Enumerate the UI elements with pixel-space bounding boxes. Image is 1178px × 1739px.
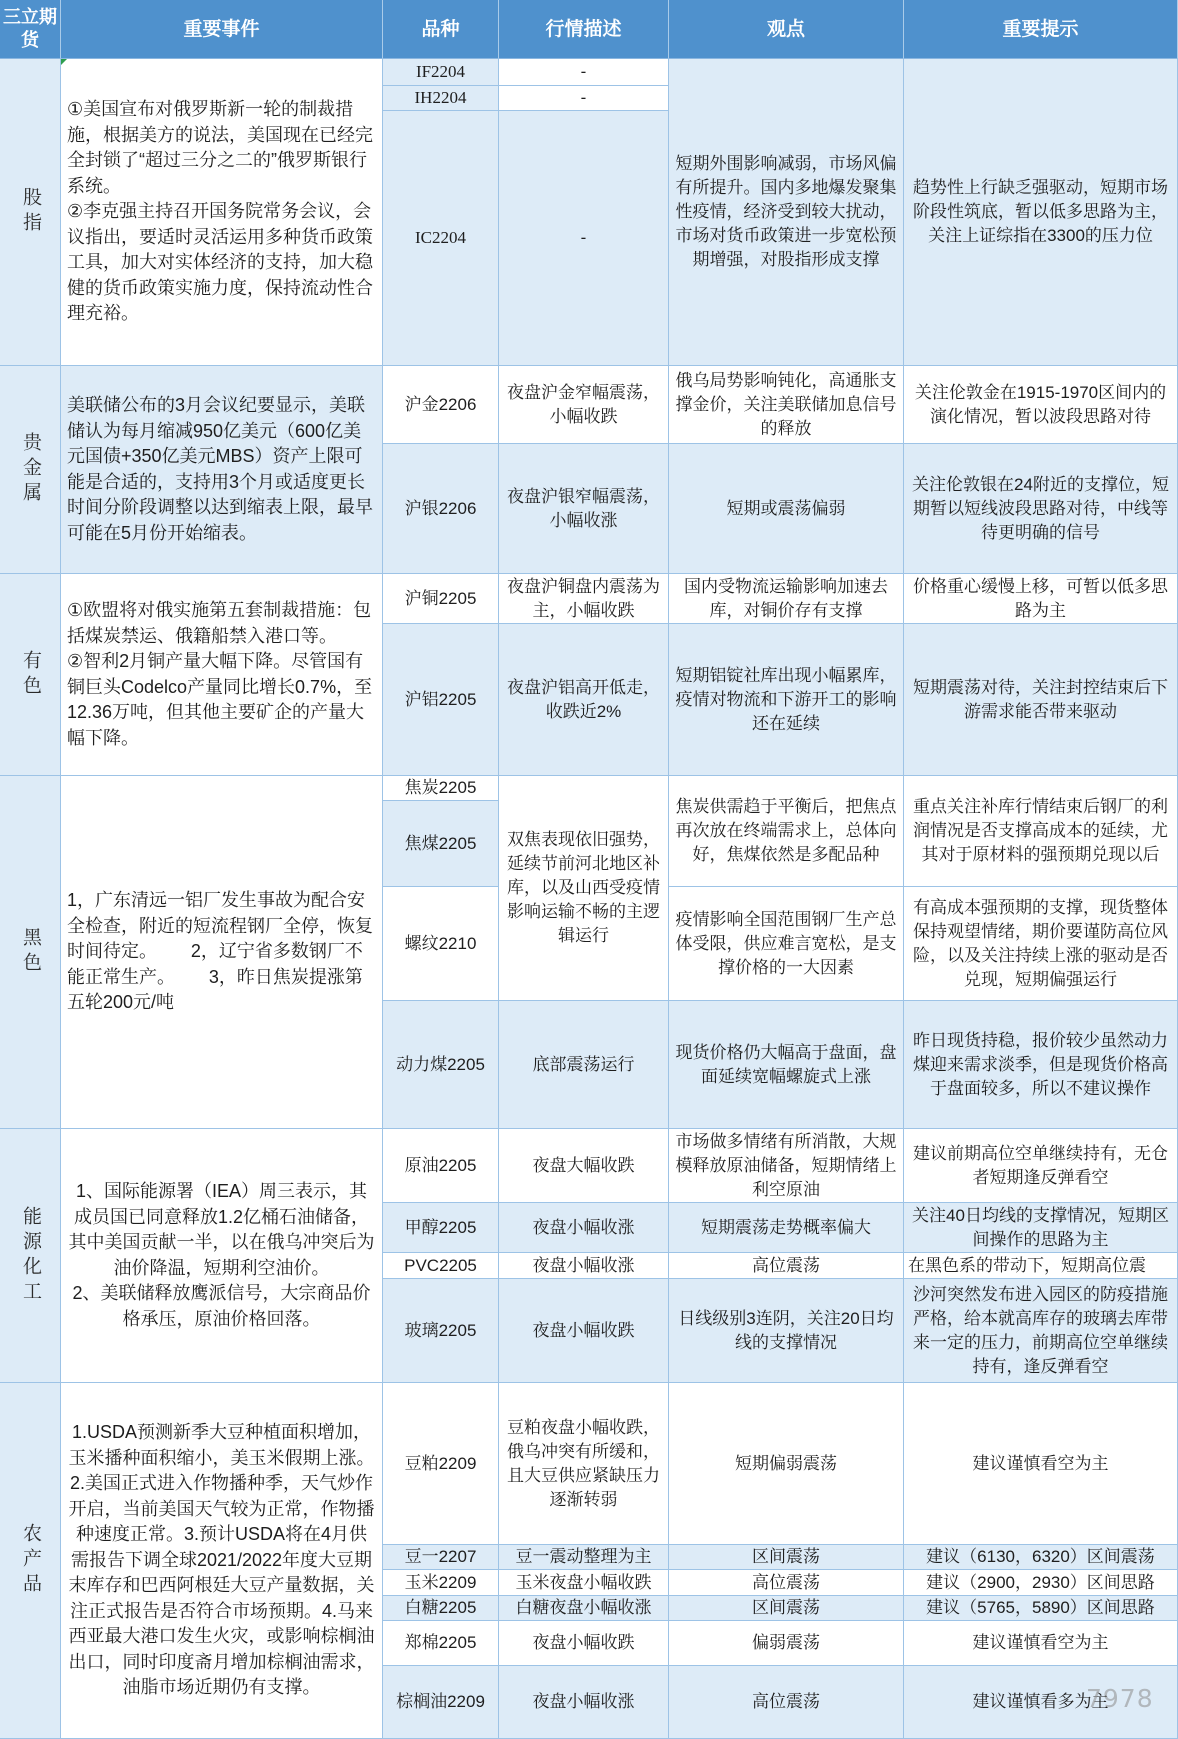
event-item: 1，广东清远一铝厂发生事故为配合安全检查，附近的短流程钢厂全停，恢复时间待定。 xyxy=(67,890,373,962)
market-cell: 夜盘小幅收涨 xyxy=(499,1203,669,1253)
watermark: 7978 xyxy=(1086,1684,1154,1713)
view-cell: 区间震荡 xyxy=(669,1545,904,1570)
market-cell: 夜盘小幅收涨 xyxy=(499,1253,669,1279)
product-cell: 棕榈油2209 xyxy=(383,1666,499,1739)
tips-cell: 建议（6130，6320）区间震荡 xyxy=(904,1545,1178,1570)
tips-cell: 关注40日均线的支撑情况，短期区间操作的思路为主 xyxy=(904,1203,1178,1253)
events-text xyxy=(67,97,376,327)
market-cell: 底部震荡运行 xyxy=(499,1001,669,1129)
tips-cell: 建议（2900，2930）区间思路 xyxy=(904,1570,1178,1596)
comment-marker-icon xyxy=(61,59,67,65)
event-item: ②智利2月铜产量大幅下降。尽管国有铜巨头Codelco产量同比增长0.7%，至12.36万吨，但其他主要矿企的产量大幅下降。 xyxy=(67,651,373,748)
tips-cell: 重点关注补库行情结束后钢厂的利润情况是否支撑高成本的延续，尤其对于原材料的强预期兑现以后 xyxy=(904,776,1178,887)
view-cell: 短期偏弱震荡 xyxy=(669,1383,904,1545)
product-cell: 焦炭2205 xyxy=(383,776,499,801)
view-cell: 短期外围影响减弱，市场风偏有所提升。国内多地爆发聚集性疫情，经济受到较大扰动，市场对货币政策进一步宽松预期增强，对股指形成支撑 xyxy=(669,59,904,366)
view-cell: 高位震荡 xyxy=(669,1253,904,1279)
tips-cell: 沙河突然发布进入园区的防疫措施严格，给本就高库存的玻璃去库带来一定的压力，前期高位空单继续持有，逢反弹看空 xyxy=(904,1279,1178,1383)
events-text xyxy=(67,888,376,1016)
product-header: 品种 xyxy=(383,0,499,59)
event-item: 3，昨日焦炭提涨第五轮200元/吨 xyxy=(67,966,363,1013)
product-cell: PVC2205 xyxy=(383,1253,499,1279)
tips-cell: 在黑色系的带动下，短期高位震 xyxy=(904,1253,1178,1279)
tips-cell: 建议（5765，5890）区间思路 xyxy=(904,1596,1178,1621)
view-cell: 国内受物流运输影响加速去库，对铜价存有支撑 xyxy=(669,574,904,624)
product-cell: 玉米2209 xyxy=(383,1570,499,1596)
product-cell: 豆粕2209 xyxy=(383,1383,499,1545)
events-cell xyxy=(61,59,383,366)
view-cell: 焦炭供需趋于平衡后，把焦点再次放在终端需求上，总体向好，焦煤依然是多配品种 xyxy=(669,776,904,887)
view-cell: 疫情影响全国范围钢厂生产总体受限，供应难言宽松，是支撑价格的一大因素 xyxy=(669,887,904,1001)
market-cell: 玉米夜盘小幅收跌 xyxy=(499,1570,669,1596)
market-cell: 夜盘小幅收跌 xyxy=(499,1279,669,1383)
market-header: 行情描述 xyxy=(499,0,669,59)
view-cell: 市场做多情绪有所消散，大规模释放原油储备，短期情绪上利空原油 xyxy=(669,1129,904,1203)
tips-cell: 关注伦敦金在1915-1970区间内的演化情况，暂以波段思路对待 xyxy=(904,366,1178,444)
tips-cell: 短期震荡对待，关注封控结束后下游需求能否带来驱动 xyxy=(904,624,1178,776)
view-cell: 偏弱震荡 xyxy=(669,1621,904,1666)
tips-cell: 昨日现货持稳，报价较少虽然动力煤迎来需求淡季，但是现货价格高于盘面较多，所以不建议操作 xyxy=(904,1001,1178,1129)
events-text xyxy=(67,1420,376,1701)
view-cell: 日线级别3连阴，关注20日均线的支撑情况 xyxy=(669,1279,904,1383)
product-cell: 甲醇2205 xyxy=(383,1203,499,1253)
product-cell: 原油2205 xyxy=(383,1129,499,1203)
view-cell: 短期铝锭社库出现小幅累库，疫情对物流和下游开工的影响还在延续 xyxy=(669,624,904,776)
event-item: 1.USDA预测新季大豆种植面积增加，玉米播种面积缩小，美玉米假期上涨。2.美国正式进入作物播种季，天气炒作开启，当前美国天气较为正常，作物播种速度正常。3.预计USDA将在4月供需报告下调全球2021/2022年度大豆期末库存和巴西阿根廷大豆产量数据，关注正式报告是否符合市场预期。4.马来西亚最大港口发生火灾，或影响棕榈油出口，同时印度斋月增加棕榈油需求，油脂市场近期仍有支撑。 xyxy=(68,1422,375,1698)
product-cell: 郑棉2205 xyxy=(383,1621,499,1666)
view-cell: 高位震荡 xyxy=(669,1570,904,1596)
view-header: 观点 xyxy=(669,0,904,59)
product-cell: IH2204 xyxy=(383,86,499,111)
view-cell: 区间震荡 xyxy=(669,1596,904,1621)
category-cell: 黑色 xyxy=(0,776,61,1129)
events-cell xyxy=(61,1383,383,1739)
product-cell: IF2204 xyxy=(383,59,499,86)
market-cell: 夜盘沪银窄幅震荡，小幅收涨 xyxy=(499,444,669,574)
event-item: 2、美联储释放鹰派信号，大宗商品价格承压，原油价格回落。 xyxy=(72,1283,371,1329)
market-cell: 豆一震动整理为主 xyxy=(499,1545,669,1570)
event-item: ②李克强主持召开国务院常务会议，会议指出，要适时灵活运用多种货币政策工具，加大对实体经济的支持，加大稳健的货币政策实施力度，保持流动性合理充裕。 xyxy=(67,201,373,324)
category-cell: 农产品 xyxy=(0,1383,61,1739)
brand-header: 三立期货 xyxy=(0,0,61,59)
market-cell: 夜盘小幅收跌 xyxy=(499,1621,669,1666)
tips-cell: 建议谨慎看空为主 xyxy=(904,1383,1178,1545)
view-cell: 高位震荡 xyxy=(669,1666,904,1739)
tips-cell: 价格重心缓慢上移，可暂以低多思路为主 xyxy=(904,574,1178,624)
tips-cell: 建议谨慎看空为主 xyxy=(904,1621,1178,1666)
view-cell: 俄乌局势影响钝化，高通胀支撑金价，关注美联储加息信号的释放 xyxy=(669,366,904,444)
event-item: ①欧盟将对俄实施第五套制裁措施：包括煤炭禁运、俄籍船禁入港口等。 xyxy=(67,600,372,646)
market-cell: - xyxy=(499,59,669,86)
product-cell: 沪金2206 xyxy=(383,366,499,444)
events-cell xyxy=(61,776,383,1129)
tips-cell: 关注伦敦银在24附近的支撑位，短期暂以短线波段思路对待，中线等待更明确的信号 xyxy=(904,444,1178,574)
market-cell: 夜盘小幅收涨 xyxy=(499,1666,669,1739)
market-cell: - xyxy=(499,111,669,366)
product-cell: 玻璃2205 xyxy=(383,1279,499,1383)
events-text xyxy=(67,598,376,751)
tips-cell: 趋势性上行缺乏强驱动，短期市场阶段性筑底，暂以低多思路为主，关注上证综指在3300的压力位 xyxy=(904,59,1178,366)
market-cell: 夜盘大幅收跌 xyxy=(499,1129,669,1203)
product-cell: 沪铝2205 xyxy=(383,624,499,776)
events-text xyxy=(67,393,376,546)
market-cell: 夜盘沪金窄幅震荡，小幅收跌 xyxy=(499,366,669,444)
category-cell: 贵金属 xyxy=(0,366,61,574)
event-item: 2，辽宁省多数钢厂不能正常生产。 xyxy=(67,941,363,987)
event-item: 美联储公布的3月会议纪要显示，美联储认为每月缩减950亿美元（600亿美元国债+350亿美元MBS）资产上限可能是合适的，支持用3个月或适度更长时间分阶段调整以达到缩表上限，最早可能在5月份开始缩表。 xyxy=(67,395,373,543)
category-cell: 能源化工 xyxy=(0,1129,61,1383)
tips-cell: 建议谨慎看多为主 xyxy=(904,1666,1178,1739)
view-cell: 短期或震荡偏弱 xyxy=(669,444,904,574)
events-header: 重要事件 xyxy=(61,0,383,59)
category-cell: 股指 xyxy=(0,59,61,366)
product-cell: 螺纹2210 xyxy=(383,887,499,1001)
market-cell: 夜盘沪铝高开低走，收跌近2% xyxy=(499,624,669,776)
tips-cell: 有高成本强预期的支撑，现货整体保持观望情绪，期价要谨防高位风险，以及关注持续上涨的驱动是否兑现，短期偏强运行 xyxy=(904,887,1178,1001)
product-cell: 沪银2206 xyxy=(383,444,499,574)
market-cell: 白糖夜盘小幅收涨 xyxy=(499,1596,669,1621)
product-cell: 沪铜2205 xyxy=(383,574,499,624)
product-cell: 动力煤2205 xyxy=(383,1001,499,1129)
market-cell: - xyxy=(499,86,669,111)
product-cell: IC2204 xyxy=(383,111,499,366)
market-cell: 双焦表现依旧强势，延续节前河北地区补库，以及山西受疫情影响运输不畅的主逻辑运行 xyxy=(499,776,669,1001)
view-cell: 现货价格仍大幅高于盘面，盘面延续宽幅螺旋式上涨 xyxy=(669,1001,904,1129)
tips-header: 重要提示 xyxy=(904,0,1178,59)
product-cell: 焦煤2205 xyxy=(383,801,499,887)
market-cell: 豆粕夜盘小幅收跌，俄乌冲突有所缓和，且大豆供应紧缺压力逐渐转弱 xyxy=(499,1383,669,1545)
view-cell: 短期震荡走势概率偏大 xyxy=(669,1203,904,1253)
events-cell xyxy=(61,574,383,776)
events-cell xyxy=(61,1129,383,1383)
events-text xyxy=(67,1179,376,1332)
tips-cell: 建议前期高位空单继续持有，无仓者短期逢反弹看空 xyxy=(904,1129,1178,1203)
events-cell xyxy=(61,366,383,574)
category-cell: 有色 xyxy=(0,574,61,776)
product-cell: 豆一2207 xyxy=(383,1545,499,1570)
product-cell: 白糖2205 xyxy=(383,1596,499,1621)
market-cell: 夜盘沪铜盘内震荡为主，小幅收跌 xyxy=(499,574,669,624)
event-item: 1、国际能源署（IEA）周三表示，其成员国已同意释放1.2亿桶石油储备，其中美国贡献一半，以在俄乌冲突后为油价降温，短期利空油价。 xyxy=(68,1181,375,1278)
event-item: ①美国宣布对俄罗斯新一轮的制裁措施，根据美方的说法，美国现在已经完全封锁了“超过三分之二的”俄罗斯银行系统。 xyxy=(67,99,373,196)
